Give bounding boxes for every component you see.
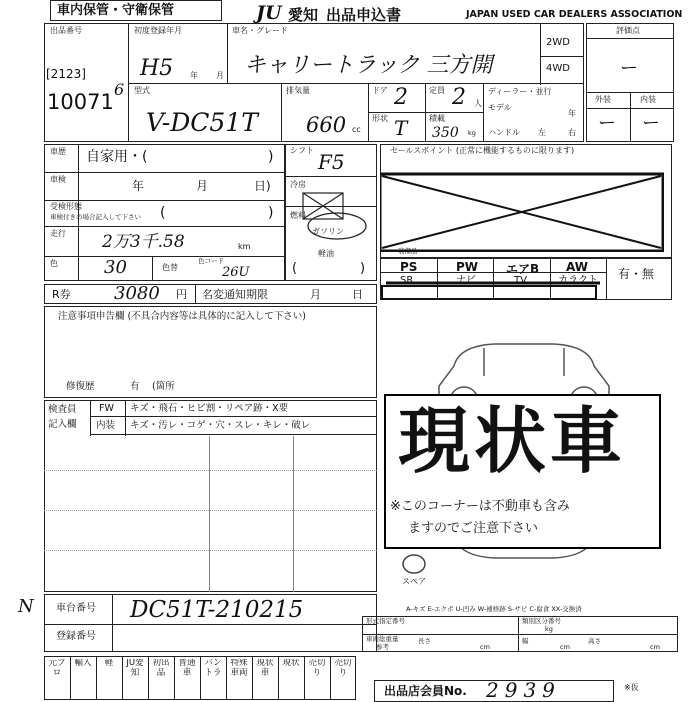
- footer-checkbox-2[interactable]: 軽: [104, 659, 114, 668]
- fuel-label: 燃料: [290, 211, 306, 220]
- cooling-label: 冷房: [290, 180, 306, 189]
- reg-number-label: 登録番号: [56, 631, 96, 642]
- receipt-paren-open: (: [160, 205, 166, 221]
- as-is-stamp-note-1: ※このコーナーは不動車も含み: [390, 499, 570, 514]
- door-label: ドア: [372, 86, 388, 95]
- rating-exterior-value: ー: [598, 113, 616, 134]
- notes-label: 注意事項申告欄 (不具合内容等は具体的に記入して下さい): [58, 311, 306, 322]
- fuel-circle-mark: [305, 210, 369, 242]
- handle-right: 右: [568, 128, 576, 137]
- spare-label: スペア: [402, 577, 426, 586]
- footer-checkbox-0[interactable]: 元ブロ: [48, 659, 66, 678]
- dealer-label: ディーラー・並行: [488, 87, 552, 96]
- handle-left: 左: [538, 128, 546, 137]
- first-reg-label: 初度登録年月: [134, 26, 182, 35]
- shift-value: F5: [318, 150, 345, 174]
- fuel-paren-close: ): [360, 261, 366, 276]
- mileage-unit: km: [238, 242, 251, 251]
- lot-number-label: 出品番号: [50, 26, 82, 35]
- equipment-navi: ナビ: [456, 275, 476, 286]
- mileage-value: 2万3千.58: [102, 232, 185, 252]
- width-label: 幅: [522, 637, 529, 645]
- equipment-sr: SR: [400, 275, 414, 286]
- weight-label: 車両総重量: [366, 635, 399, 643]
- history-value: 自家用・(: [86, 149, 148, 165]
- rating-score-label: 評価点: [616, 26, 640, 35]
- color-value: 30: [104, 257, 127, 278]
- lot-number-suffix: 6: [114, 80, 125, 99]
- equipment-note-label: 装備品: [398, 247, 418, 255]
- chassis-value: DC51T-210215: [130, 597, 304, 623]
- footer-checkbox-8[interactable]: 現状車: [256, 659, 274, 678]
- ref-label: 参考: [376, 643, 389, 651]
- repair-where: (箇所: [152, 381, 175, 392]
- footer-checkbox-9[interactable]: 現状: [282, 659, 300, 668]
- footer-mark: ※仮: [624, 683, 639, 692]
- height-label: 高さ: [588, 637, 601, 645]
- model-year-unit: 年: [568, 109, 576, 118]
- footer-checkbox-7[interactable]: 特殊車両: [230, 659, 248, 678]
- dealer-no-value: 2939: [486, 678, 561, 702]
- displacement-unit: cc: [352, 125, 361, 134]
- fuel-gasoline: ガソリン: [312, 227, 344, 236]
- name-change-month: 月: [310, 288, 321, 301]
- equipment-tv: TV: [514, 275, 527, 286]
- recycle-value: 3080: [114, 283, 160, 304]
- ju-logo-text: 愛知: [288, 6, 319, 24]
- car-name-value: キャリートラック 三方開: [244, 53, 493, 78]
- inspector-label-1: 検査員: [48, 404, 77, 415]
- damage-legend: A-キズ E-エクボ U-凹み W-補修跡 S-サビ C-腐食 XX-交換済: [406, 605, 582, 613]
- rating-score-value: ー: [620, 58, 638, 79]
- equipment-strike: [380, 272, 606, 300]
- lot-number: 10071: [47, 90, 114, 114]
- footer-checkbox-10[interactable]: 売切り: [308, 659, 326, 678]
- handle-label: ハンドル: [488, 128, 520, 137]
- footer-checkbox-11[interactable]: 売切り: [334, 659, 352, 678]
- name-change-label: 名変通知期限: [202, 288, 268, 301]
- form-title: 出品申込書: [326, 6, 402, 24]
- model-label: 型式: [134, 86, 150, 95]
- repair-label: 修復歴: [66, 381, 95, 392]
- inspector-fw-items: キズ・飛石・ヒビ割・リペア跡・X要: [130, 403, 289, 414]
- inspector-int-label: 内装: [96, 420, 116, 431]
- inspection-day: 日): [254, 179, 271, 193]
- recycle-label: R券: [52, 288, 71, 301]
- association-name: JAPAN USED CAR DEALERS ASSOCIATION: [466, 9, 683, 20]
- as-is-stamp-note-2: ますのでご注意下さい: [408, 521, 539, 536]
- first-reg-month-unit: 月: [216, 71, 224, 80]
- load-label: 積載: [429, 114, 445, 123]
- capacity-unit: 人: [474, 99, 482, 108]
- shift-label: シフト: [290, 146, 314, 155]
- mileage-label: 走行: [50, 229, 66, 238]
- storage-label: 車内保管・守衛保管: [57, 3, 175, 18]
- car-name-label: 車名・グレード: [232, 26, 288, 35]
- footer-checkbox-4[interactable]: 初出品: [152, 659, 170, 678]
- shape-label: 形状: [372, 114, 388, 123]
- spare-tire-icon: [400, 552, 428, 576]
- rating-interior-value: ー: [642, 113, 660, 134]
- lot-bracket-code: [2123]: [46, 67, 86, 81]
- inspector-fw-label: FW: [99, 403, 114, 414]
- inspection-month: 月: [196, 179, 209, 193]
- width-unit: cm: [560, 643, 570, 651]
- equipment-ps: PS: [400, 260, 418, 274]
- length-unit: cm: [480, 643, 490, 651]
- fuel-paren-open: (: [292, 261, 298, 276]
- drive-4wd: 4WD: [546, 63, 570, 74]
- history-label: 車歴: [50, 147, 66, 156]
- as-is-stamp-title: 現状車: [398, 399, 627, 483]
- receipt-note: 車検付きの場合記入して下さい: [50, 213, 141, 221]
- equipment-yes-no: 有・無: [618, 267, 655, 281]
- footer-checkbox-6[interactable]: バントラ: [204, 659, 222, 678]
- name-change-day: 日: [352, 288, 363, 301]
- displacement-label: 排気量: [286, 86, 310, 95]
- equipment-aw: AW: [566, 260, 588, 274]
- equipment-airbag: エアB: [506, 262, 540, 276]
- dealer-no-label: 出品店会員No.: [384, 684, 467, 698]
- category-label: 類別区分番号: [522, 617, 561, 625]
- first-reg-year: H5: [140, 56, 174, 81]
- weight-unit: kg: [545, 625, 553, 633]
- equipment-pw: PW: [456, 260, 479, 274]
- door-value: 2: [394, 85, 408, 110]
- equipment-color-kit: カラクト: [558, 275, 598, 286]
- load-value: 350: [432, 125, 459, 141]
- receipt-paren-close: ): [268, 205, 274, 221]
- rating-exterior-label: 外装: [595, 95, 611, 104]
- inspector-int-items: キズ・汚レ・コゲ・穴・スレ・キレ・破レ: [130, 420, 311, 431]
- inspection-label: 車検: [50, 175, 66, 184]
- recycle-unit: 円: [176, 288, 187, 301]
- inspector-label-2: 記入欄: [48, 419, 77, 430]
- chassis-label: 車台番号: [56, 603, 96, 614]
- first-reg-year-unit: 年: [190, 71, 198, 80]
- history-close: ): [268, 149, 274, 165]
- color-change-label: 色替: [162, 263, 178, 272]
- color-code-value: 26U: [222, 265, 250, 280]
- margin-mark: N: [18, 596, 34, 617]
- fuel-light-oil: 軽油: [318, 249, 334, 258]
- drive-2wd: 2WD: [546, 37, 570, 48]
- capacity-label: 定員: [429, 86, 445, 95]
- designated-label: 形式指定番号: [366, 617, 405, 625]
- sales-point-label: セールスポイント (正常に機能するものに限ります): [390, 146, 575, 155]
- length-label: 長さ: [418, 637, 431, 645]
- color-label: 色: [50, 259, 58, 268]
- sales-point-cross-out: [380, 172, 664, 252]
- displacement-value: 660: [306, 113, 347, 137]
- shape-value: T: [394, 116, 408, 140]
- model-year-label: モデル: [488, 103, 512, 112]
- inspection-year: 年: [132, 179, 145, 193]
- height-unit: cm: [650, 643, 660, 651]
- footer-checkbox-5[interactable]: 普通車: [178, 659, 196, 678]
- footer-checkbox-1[interactable]: 輸入: [74, 659, 92, 668]
- capacity-value: 2: [452, 85, 466, 110]
- footer-checkbox-3[interactable]: JU愛知: [126, 659, 144, 678]
- load-unit: kg: [468, 129, 476, 137]
- receipt-label: 受検形態: [50, 202, 82, 211]
- rating-interior-label: 内装: [640, 95, 656, 104]
- repair-yes: 有: [130, 381, 140, 392]
- model-value: V-DC51T: [146, 108, 258, 137]
- ju-logo-mark: JU: [256, 2, 282, 24]
- color-code-label: 色コード: [198, 257, 224, 265]
